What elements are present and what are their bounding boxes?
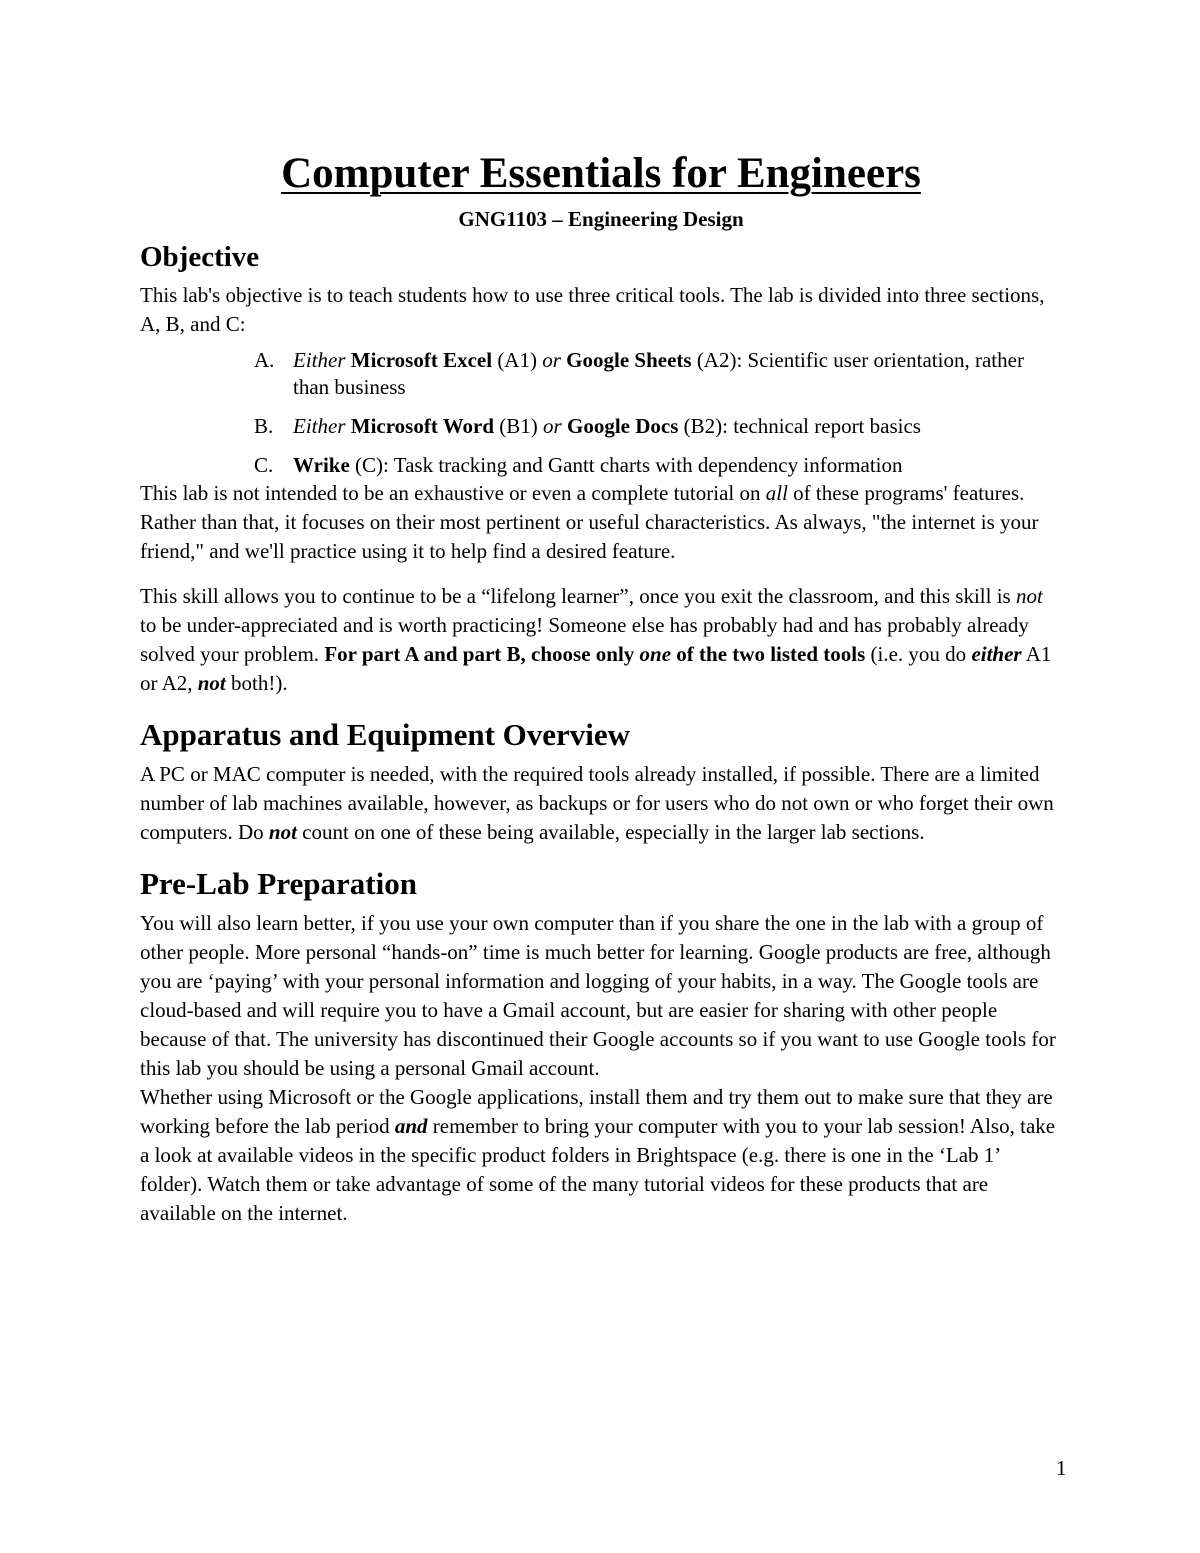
text-span: (A1) — [492, 348, 543, 372]
emphasis-text: not — [197, 671, 226, 695]
apparatus-heading: Apparatus and Equipment Overview — [140, 717, 631, 752]
tool-name: Wrike — [293, 453, 350, 477]
text-span: (C): Task tracking and Gantt charts with dependency information — [349, 453, 903, 477]
sections-list — [140, 347, 1062, 479]
tool-name: Microsoft Excel — [350, 348, 493, 372]
text-span: of these programs' features. Rather than that, it focuses on their most pertinent or useful characteristics. As always, "the internet is your friend," and we'll practice using it to help find a desired feature. — [140, 481, 1039, 563]
tool-name: Google Docs — [566, 414, 679, 438]
text-span: remember to bring your computer with you to your lab session! Also, take a look at available videos in the specific product folders in Brightspace (e.g. there is one in the ‘Lab 1’ folder). Watch them or take advantage of some of the many tutorial videos for these products that are available on the internet. — [140, 1114, 1056, 1225]
text-span: A1 or A2, — [140, 642, 1052, 695]
text-span: (B2): technical report basics — [678, 414, 921, 438]
emphasis-text: all — [765, 481, 788, 505]
emphasis-text: or — [543, 414, 562, 438]
bold-instruction — [324, 642, 865, 666]
document-subtitle: GNG1103 – Engineering Design — [458, 207, 744, 231]
page-number: 1 — [1056, 1456, 1067, 1480]
list-item-c — [140, 452, 1062, 479]
emphasis-text: one — [639, 642, 672, 666]
objective-paragraph-2 — [140, 479, 1062, 566]
objective-paragraph-3 — [140, 582, 1062, 698]
text-span: A PC or MAC computer is needed, with the required tools already installed, if possible. There are a limited number of lab machines available, however, as backups or for users who do not own or who forget their own computers. Do — [140, 762, 1054, 844]
text-span: For part A and part B, choose only — [324, 642, 640, 666]
list-item-b — [140, 413, 1062, 440]
text-span: count on one of these being available, especially in the larger lab sections. — [296, 820, 925, 844]
emphasis-text: not — [268, 820, 297, 844]
list-marker: A. — [254, 348, 275, 372]
emphasis-text: Either — [293, 414, 346, 438]
text-span: (i.e. you do — [865, 642, 972, 666]
tool-name: Microsoft Word — [350, 414, 495, 438]
emphasis-text: and — [394, 1114, 428, 1138]
emphasis-text: either — [971, 642, 1022, 666]
tool-name: Google Sheets — [566, 348, 692, 372]
document-page — [140, 145, 1062, 1228]
text-span: Whether using Microsoft or the Google applications, install them and try them out to make sure that they are working before the lab period — [140, 1085, 1053, 1138]
objective-intro: This lab's objective is to teach students how to use three critical tools. The lab is divided into three sections, A, B, and C: — [140, 283, 1045, 336]
text-span: This lab is not intended to be an exhaustive or even a complete tutorial on — [140, 481, 766, 505]
prelab-heading: Pre-Lab Preparation — [140, 866, 417, 901]
emphasis-text: or — [542, 348, 561, 372]
list-item-a — [140, 347, 1062, 401]
apparatus-paragraph — [140, 760, 1062, 847]
emphasis-text: not — [1015, 584, 1043, 608]
prelab-paragraph-1: You will also learn better, if you use your own computer than if you share the one in the lab with a group of other people. More personal “hands-on” time is much better for learning. Google products are free, although you are ‘paying’ with your personal information and logging of your habits, in a way. The Google tools are cloud-based and will require you to have a Gmail account, but are easier for sharing with other people because of that. The university has discontinued their Google accounts so if you want to use Google tools for this lab you should be using a personal Gmail account. — [140, 911, 1056, 1080]
objective-heading: Objective — [140, 241, 260, 273]
document-title: Computer Essentials for Engineers — [281, 150, 921, 197]
text-span: to be under-appreciated and is worth practicing! Someone else has probably had and has probably already solved your problem. — [140, 613, 1029, 666]
list-marker: B. — [254, 414, 274, 438]
emphasis-text: Either — [293, 348, 346, 372]
text-span: of the two listed tools — [671, 642, 866, 666]
text-span: (A2): Scientific user orientation, rather than business — [293, 348, 1024, 399]
prelab-paragraph-2 — [140, 1083, 1062, 1228]
list-marker: C. — [254, 453, 274, 477]
text-span: both!). — [225, 671, 288, 695]
text-span: (B1) — [494, 414, 544, 438]
text-span: This skill allows you to continue to be a “lifelong learner”, once you exit the classroom, and this skill is — [140, 584, 1016, 608]
